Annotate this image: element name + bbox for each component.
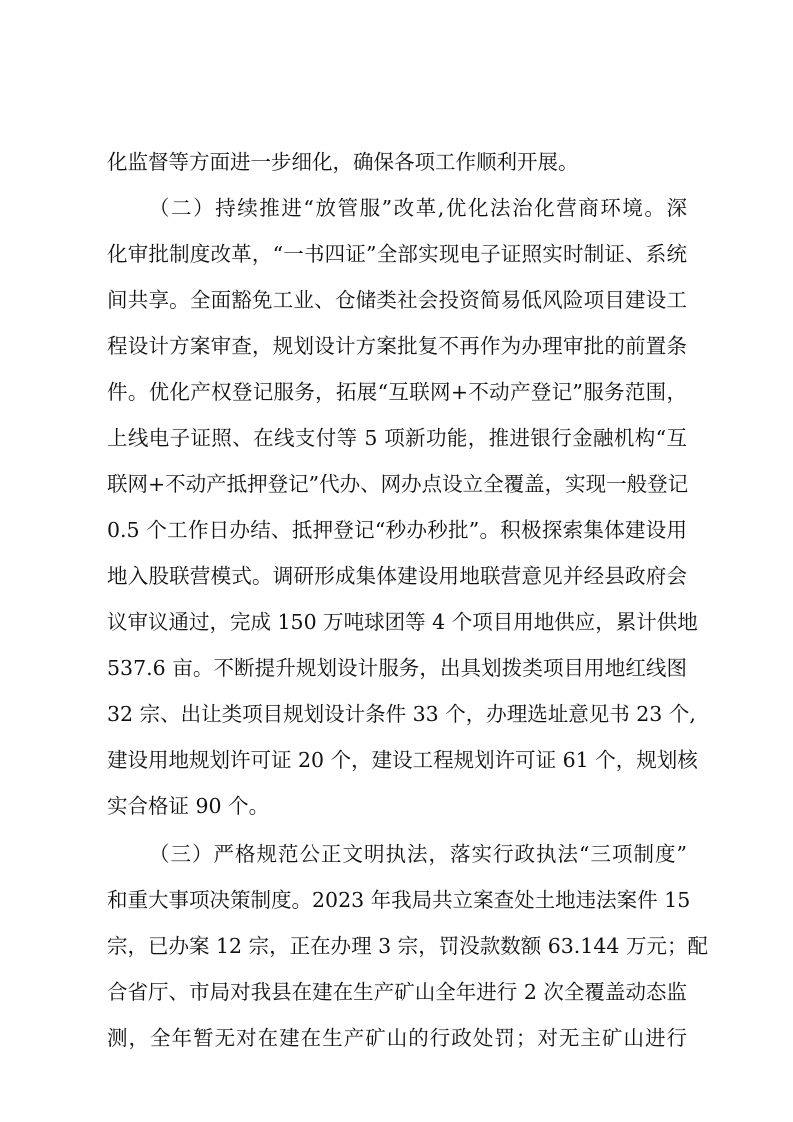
text-line: 地入股联营模式。调研形成集体建设用地联营意见并经县政府会 bbox=[107, 564, 687, 588]
text-line: 实合格证 90 个。 bbox=[107, 794, 270, 818]
text-line: 上线电子证照、在线支付等 5 项新功能，推进银行金融机构“互 bbox=[107, 426, 687, 450]
text-line: 和重大事项决策制度。2023 年我局共立案查处土地违法案件 15 bbox=[107, 888, 691, 912]
text-line: 件。优化产权登记服务，拓展“互联网+不动产登记”服务范围， bbox=[107, 380, 687, 404]
text-line: 化审批制度改革，“一书四证”全部实现电子证照实时制证、系统 bbox=[107, 242, 687, 266]
text-line: 测，全年暂无对在建在生产矿山的行政处罚；对无主矿山进行 bbox=[107, 1026, 687, 1050]
text-line: 间共享。全面豁免工业、仓储类社会投资简易低风险项目建设工 bbox=[107, 288, 687, 312]
text-line: 议审议通过，完成 150 万吨球团等 4 个项目用地供应，累计供地 bbox=[107, 610, 698, 634]
text-line: 32 宗、出让类项目规划设计条件 33 个，办理选址意见书 23 个, bbox=[107, 702, 696, 726]
text-line: 0.5 个工作日办结、抵押登记“秒办秒批”。积极探索集体建设用 bbox=[107, 518, 687, 542]
text-line: 537.6 亩。不断提升规划设计服务，出具划拨类项目用地红线图 bbox=[107, 656, 687, 680]
section-heading-line: （二）持续推进“放管服”改革,优化法治化营商环境。深 bbox=[149, 196, 687, 220]
text-line: 化监督等方面进一步细化，确保各项工作顺利开展。 bbox=[107, 150, 579, 174]
text-line: 宗，已办案 12 宗，正在办理 3 宗，罚没款数额 63.144 万元；配 bbox=[107, 934, 708, 958]
text-line: 联网+不动产抵押登记”代办、网办点设立全覆盖，实现一般登记 bbox=[107, 472, 689, 496]
section-heading-line: （三）严格规范公正文明执法，落实行政执法“三项制度” bbox=[149, 842, 687, 866]
text-line: 建设用地规划许可证 20 个，建设工程规划许可证 61 个，规划核 bbox=[107, 748, 698, 772]
text-line: 程设计方案审查，规划设计方案批复不再作为办理审批的前置条 bbox=[107, 334, 687, 358]
text-line: 合省厅、市局对我县在建在生产矿山全年进行 2 次全覆盖动态监 bbox=[107, 980, 687, 1004]
